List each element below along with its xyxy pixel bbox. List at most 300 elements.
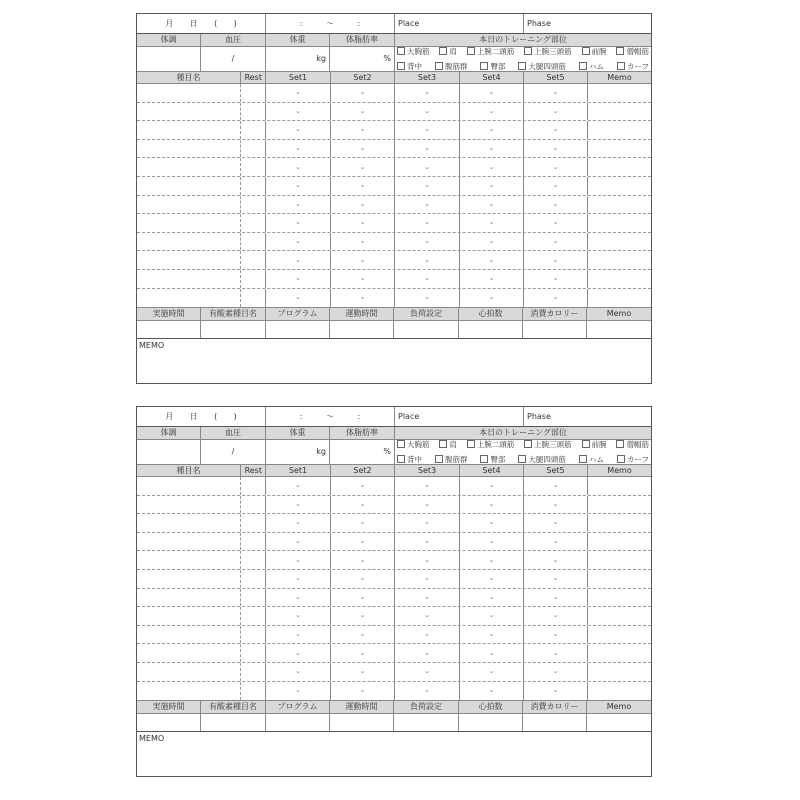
set-cell[interactable]: [331, 121, 395, 139]
rest-cell[interactable]: [241, 214, 266, 232]
chevron-down-icon[interactable]: ⌄: [552, 686, 559, 695]
memo-cell[interactable]: [588, 196, 651, 214]
chevron-down-icon[interactable]: ⌄: [424, 648, 430, 657]
checkbox-icon[interactable]: [616, 440, 624, 448]
set-cell[interactable]: [460, 570, 524, 588]
training-part-option[interactable]: [617, 454, 649, 465]
checkbox-icon[interactable]: [582, 47, 590, 55]
set-cell[interactable]: [395, 607, 460, 625]
set-cell[interactable]: [395, 103, 460, 121]
checkbox-icon[interactable]: [397, 62, 405, 70]
chevron-down-icon[interactable]: ⌄: [295, 537, 301, 546]
chevron-down-icon[interactable]: ⌄: [295, 218, 301, 227]
set-cell[interactable]: [460, 663, 524, 681]
set-cell[interactable]: [395, 682, 460, 701]
checkbox-icon[interactable]: [579, 62, 587, 70]
chevron-down-icon[interactable]: ⌄: [295, 144, 301, 153]
chevron-down-icon[interactable]: ⌄: [552, 106, 559, 115]
chevron-down-icon[interactable]: ⌄: [359, 274, 366, 283]
set-cell[interactable]: [266, 626, 331, 644]
exercise-name-cell[interactable]: [137, 626, 241, 644]
body-fat-input[interactable]: %: [383, 447, 391, 456]
date-field[interactable]: [137, 407, 266, 426]
chevron-down-icon[interactable]: ⌄: [359, 537, 366, 546]
set-cell[interactable]: [395, 196, 460, 214]
set-cell[interactable]: [395, 514, 460, 532]
chevron-down-icon[interactable]: ⌄: [552, 648, 559, 657]
checkbox-icon[interactable]: [579, 455, 587, 463]
memo-cell[interactable]: [588, 233, 651, 251]
set-cell[interactable]: [395, 84, 460, 102]
set-cell[interactable]: [266, 121, 331, 139]
chevron-down-icon[interactable]: ⌄: [488, 88, 495, 97]
chevron-down-icon[interactable]: ⌄: [552, 162, 559, 171]
set-cell[interactable]: [266, 607, 331, 625]
checkbox-icon[interactable]: [397, 455, 405, 463]
chevron-down-icon[interactable]: ⌄: [488, 555, 495, 564]
chevron-down-icon[interactable]: ⌄: [488, 518, 495, 527]
set-cell[interactable]: [266, 551, 331, 569]
memo-cell[interactable]: [588, 270, 651, 288]
weight-input[interactable]: kg: [266, 440, 330, 464]
exercise-name-cell[interactable]: [137, 233, 241, 251]
set-cell[interactable]: [331, 196, 395, 214]
training-part-option[interactable]: [518, 454, 566, 465]
exercise-name-cell[interactable]: [137, 289, 241, 308]
training-part-option[interactable]: [467, 439, 515, 450]
checkbox-icon[interactable]: [616, 47, 624, 55]
memo-cell[interactable]: [588, 289, 651, 308]
chevron-down-icon[interactable]: ⌄: [359, 144, 366, 153]
blood-pressure-input[interactable]: /: [201, 440, 266, 464]
chevron-down-icon[interactable]: ⌄: [424, 218, 430, 227]
memo-cell[interactable]: [588, 626, 651, 644]
memo-cell[interactable]: [588, 103, 651, 121]
set-cell[interactable]: [460, 103, 524, 121]
set-cell[interactable]: [331, 270, 395, 288]
chevron-down-icon[interactable]: ⌄: [488, 237, 495, 246]
set-cell[interactable]: [266, 196, 331, 214]
training-part-option[interactable]: [397, 454, 422, 465]
memo-cell[interactable]: [588, 251, 651, 269]
set-cell[interactable]: [266, 589, 331, 607]
set-cell[interactable]: [331, 514, 395, 532]
set-cell[interactable]: [460, 589, 524, 607]
cardio-input-cell[interactable]: [137, 321, 201, 338]
chevron-down-icon[interactable]: ⌄: [424, 162, 430, 171]
exercise-name-cell[interactable]: [137, 103, 241, 121]
set-cell[interactable]: [524, 514, 588, 532]
chevron-down-icon[interactable]: ⌄: [424, 518, 430, 527]
set-cell[interactable]: [460, 533, 524, 551]
chevron-down-icon[interactable]: ⌄: [295, 499, 301, 508]
set-cell[interactable]: [395, 289, 460, 308]
training-part-option[interactable]: [582, 46, 607, 57]
training-part-option[interactable]: [518, 61, 566, 72]
set-cell[interactable]: [331, 682, 395, 701]
chevron-down-icon[interactable]: ⌄: [295, 125, 301, 134]
rest-cell[interactable]: [241, 570, 266, 588]
chevron-down-icon[interactable]: ⌄: [359, 255, 366, 264]
chevron-down-icon[interactable]: ⌄: [295, 293, 301, 302]
checkbox-icon[interactable]: [617, 62, 625, 70]
training-part-option[interactable]: [617, 61, 649, 72]
set-cell[interactable]: [460, 626, 524, 644]
set-cell[interactable]: [395, 551, 460, 569]
set-cell[interactable]: [331, 496, 395, 514]
exercise-name-cell[interactable]: [137, 214, 241, 232]
checkbox-icon[interactable]: [467, 440, 475, 448]
cardio-input-cell[interactable]: [394, 321, 459, 338]
chevron-down-icon[interactable]: ⌄: [488, 181, 495, 190]
chevron-down-icon[interactable]: ⌄: [359, 592, 366, 601]
chevron-down-icon[interactable]: ⌄: [552, 518, 559, 527]
chevron-down-icon[interactable]: ⌄: [552, 499, 559, 508]
set-cell[interactable]: [266, 514, 331, 532]
chevron-down-icon[interactable]: ⌄: [359, 555, 366, 564]
set-cell[interactable]: [395, 251, 460, 269]
chevron-down-icon[interactable]: ⌄: [488, 199, 495, 208]
set-cell[interactable]: [460, 514, 524, 532]
set-cell[interactable]: [331, 289, 395, 308]
chevron-down-icon[interactable]: ⌄: [488, 611, 495, 620]
set-cell[interactable]: [395, 644, 460, 662]
rest-cell[interactable]: [241, 196, 266, 214]
memo-cell[interactable]: [588, 551, 651, 569]
chevron-down-icon[interactable]: ⌄: [359, 518, 366, 527]
chevron-down-icon[interactable]: ⌄: [552, 181, 559, 190]
cardio-input-cell[interactable]: [201, 714, 266, 731]
set-cell[interactable]: [331, 84, 395, 102]
set-cell[interactable]: [460, 477, 524, 495]
set-cell[interactable]: [524, 214, 588, 232]
exercise-name-cell[interactable]: [137, 663, 241, 681]
set-cell[interactable]: [524, 533, 588, 551]
chevron-down-icon[interactable]: ⌄: [359, 125, 366, 134]
training-part-option[interactable]: [435, 61, 468, 72]
chevron-down-icon[interactable]: ⌄: [424, 537, 430, 546]
set-cell[interactable]: [524, 103, 588, 121]
chevron-down-icon[interactable]: ⌄: [424, 574, 430, 583]
chevron-down-icon[interactable]: ⌄: [424, 555, 430, 564]
cardio-input-cell[interactable]: [266, 321, 330, 338]
chevron-down-icon[interactable]: ⌄: [424, 499, 430, 508]
chevron-down-icon[interactable]: ⌄: [552, 574, 559, 583]
training-part-option[interactable]: [435, 454, 468, 465]
training-part-option[interactable]: [397, 46, 430, 57]
chevron-down-icon[interactable]: ⌄: [295, 199, 301, 208]
memo-cell[interactable]: [588, 663, 651, 681]
chevron-down-icon[interactable]: ⌄: [295, 88, 301, 97]
chevron-down-icon[interactable]: ⌄: [488, 125, 495, 134]
checkbox-icon[interactable]: [435, 455, 443, 463]
chevron-down-icon[interactable]: ⌄: [424, 274, 430, 283]
set-cell[interactable]: [331, 158, 395, 176]
chevron-down-icon[interactable]: ⌄: [424, 592, 430, 601]
chevron-down-icon[interactable]: ⌄: [552, 630, 559, 639]
memo-cell[interactable]: [588, 496, 651, 514]
set-cell[interactable]: [524, 251, 588, 269]
checkbox-icon[interactable]: [397, 47, 405, 55]
training-part-option[interactable]: [616, 46, 649, 57]
set-cell[interactable]: [395, 270, 460, 288]
set-cell[interactable]: [395, 214, 460, 232]
checkbox-icon[interactable]: [524, 440, 532, 448]
exercise-name-cell[interactable]: [137, 140, 241, 158]
memo-cell[interactable]: [588, 570, 651, 588]
checkbox-icon[interactable]: [439, 47, 447, 55]
set-cell[interactable]: [524, 177, 588, 195]
rest-cell[interactable]: [241, 270, 266, 288]
set-cell[interactable]: [331, 626, 395, 644]
chevron-down-icon[interactable]: ⌄: [424, 611, 430, 620]
rest-cell[interactable]: [241, 177, 266, 195]
set-cell[interactable]: [331, 589, 395, 607]
memo-cell[interactable]: [588, 589, 651, 607]
training-part-option[interactable]: [524, 439, 572, 450]
chevron-down-icon[interactable]: ⌄: [295, 574, 301, 583]
set-cell[interactable]: [460, 121, 524, 139]
set-cell[interactable]: [460, 233, 524, 251]
cardio-input-cell[interactable]: [587, 714, 651, 731]
chevron-down-icon[interactable]: ⌄: [359, 499, 366, 508]
chevron-down-icon[interactable]: ⌄: [359, 648, 366, 657]
set-cell[interactable]: [395, 570, 460, 588]
exercise-name-cell[interactable]: [137, 496, 241, 514]
set-cell[interactable]: [331, 644, 395, 662]
chevron-down-icon[interactable]: ⌄: [552, 237, 559, 246]
cardio-input-cell[interactable]: [459, 714, 523, 731]
chevron-down-icon[interactable]: ⌄: [552, 611, 559, 620]
set-cell[interactable]: [460, 644, 524, 662]
set-cell[interactable]: [524, 84, 588, 102]
chevron-down-icon[interactable]: ⌄: [295, 592, 301, 601]
chevron-down-icon[interactable]: ⌄: [295, 106, 301, 115]
chevron-down-icon[interactable]: ⌄: [488, 574, 495, 583]
chevron-down-icon[interactable]: ⌄: [488, 162, 495, 171]
checkbox-icon[interactable]: [480, 62, 488, 70]
chevron-down-icon[interactable]: ⌄: [552, 144, 559, 153]
rest-cell[interactable]: [241, 289, 266, 308]
training-part-option[interactable]: [582, 439, 607, 450]
chevron-down-icon[interactable]: ⌄: [424, 125, 430, 134]
phase-field[interactable]: [524, 14, 651, 33]
set-cell[interactable]: [266, 251, 331, 269]
set-cell[interactable]: [524, 570, 588, 588]
chevron-down-icon[interactable]: ⌄: [359, 199, 366, 208]
set-cell[interactable]: [395, 177, 460, 195]
memo-area[interactable]: [137, 339, 651, 383]
chevron-down-icon[interactable]: ⌄: [424, 630, 430, 639]
training-part-option[interactable]: [439, 439, 457, 450]
chevron-down-icon[interactable]: ⌄: [295, 181, 301, 190]
chevron-down-icon[interactable]: ⌄: [488, 481, 495, 490]
set-cell[interactable]: [460, 214, 524, 232]
set-cell[interactable]: [395, 158, 460, 176]
exercise-name-cell[interactable]: [137, 570, 241, 588]
rest-cell[interactable]: [241, 644, 266, 662]
set-cell[interactable]: [266, 158, 331, 176]
exercise-name-cell[interactable]: [137, 607, 241, 625]
rest-cell[interactable]: [241, 121, 266, 139]
blood-pressure-input[interactable]: /: [201, 47, 266, 71]
memo-cell[interactable]: [588, 514, 651, 532]
rest-cell[interactable]: [241, 233, 266, 251]
set-cell[interactable]: [524, 644, 588, 662]
chevron-down-icon[interactable]: ⌄: [295, 237, 301, 246]
condition-input[interactable]: [137, 47, 201, 71]
chevron-down-icon[interactable]: ⌄: [552, 199, 559, 208]
set-cell[interactable]: [524, 158, 588, 176]
rest-cell[interactable]: [241, 533, 266, 551]
set-cell[interactable]: [266, 140, 331, 158]
exercise-name-cell[interactable]: [137, 84, 241, 102]
chevron-down-icon[interactable]: ⌄: [424, 255, 430, 264]
exercise-name-cell[interactable]: [137, 270, 241, 288]
chevron-down-icon[interactable]: ⌄: [295, 274, 301, 283]
chevron-down-icon[interactable]: ⌄: [488, 667, 495, 676]
checkbox-icon[interactable]: [582, 440, 590, 448]
training-part-option[interactable]: [439, 46, 457, 57]
chevron-down-icon[interactable]: ⌄: [424, 199, 430, 208]
set-cell[interactable]: [395, 533, 460, 551]
chevron-down-icon[interactable]: ⌄: [552, 537, 559, 546]
chevron-down-icon[interactable]: ⌄: [424, 686, 430, 695]
set-cell[interactable]: [524, 121, 588, 139]
chevron-down-icon[interactable]: ⌄: [552, 592, 559, 601]
rest-cell[interactable]: [241, 477, 266, 495]
set-cell[interactable]: [524, 270, 588, 288]
set-cell[interactable]: [395, 663, 460, 681]
checkbox-icon[interactable]: [617, 455, 625, 463]
set-cell[interactable]: [460, 140, 524, 158]
set-cell[interactable]: [331, 551, 395, 569]
rest-cell[interactable]: [241, 589, 266, 607]
rest-cell[interactable]: [241, 496, 266, 514]
rest-cell[interactable]: [241, 140, 266, 158]
set-cell[interactable]: [460, 84, 524, 102]
set-cell[interactable]: [331, 570, 395, 588]
time-field[interactable]: [266, 14, 395, 33]
chevron-down-icon[interactable]: ⌄: [488, 218, 495, 227]
cardio-input-cell[interactable]: [137, 714, 201, 731]
set-cell[interactable]: [266, 570, 331, 588]
chevron-down-icon[interactable]: ⌄: [295, 162, 301, 171]
set-cell[interactable]: [395, 626, 460, 644]
chevron-down-icon[interactable]: ⌄: [552, 481, 559, 490]
set-cell[interactable]: [524, 233, 588, 251]
training-part-option[interactable]: [467, 46, 515, 57]
training-part-option[interactable]: [480, 61, 505, 72]
chevron-down-icon[interactable]: ⌄: [488, 293, 495, 302]
chevron-down-icon[interactable]: ⌄: [359, 481, 366, 490]
body-fat-input[interactable]: %: [383, 54, 391, 63]
rest-cell[interactable]: [241, 84, 266, 102]
set-cell[interactable]: [331, 233, 395, 251]
set-cell[interactable]: [266, 496, 331, 514]
set-cell[interactable]: [524, 289, 588, 308]
set-cell[interactable]: [524, 551, 588, 569]
chevron-down-icon[interactable]: ⌄: [359, 106, 366, 115]
memo-cell[interactable]: [588, 177, 651, 195]
set-cell[interactable]: [266, 682, 331, 701]
phase-field[interactable]: [524, 407, 651, 426]
set-cell[interactable]: [524, 682, 588, 701]
set-cell[interactable]: [524, 477, 588, 495]
chevron-down-icon[interactable]: ⌄: [488, 255, 495, 264]
set-cell[interactable]: [266, 103, 331, 121]
exercise-name-cell[interactable]: [137, 551, 241, 569]
chevron-down-icon[interactable]: ⌄: [359, 293, 366, 302]
training-part-option[interactable]: [397, 439, 430, 450]
memo-cell[interactable]: [588, 214, 651, 232]
rest-cell[interactable]: [241, 514, 266, 532]
cardio-input-cell[interactable]: [459, 321, 523, 338]
chevron-down-icon[interactable]: ⌄: [424, 106, 430, 115]
checkbox-icon[interactable]: [518, 455, 526, 463]
cardio-input-cell[interactable]: [523, 321, 587, 338]
set-cell[interactable]: [460, 196, 524, 214]
chevron-down-icon[interactable]: ⌄: [359, 630, 366, 639]
set-cell[interactable]: [395, 121, 460, 139]
chevron-down-icon[interactable]: ⌄: [295, 255, 301, 264]
chevron-down-icon[interactable]: ⌄: [359, 686, 366, 695]
exercise-name-cell[interactable]: [137, 177, 241, 195]
chevron-down-icon[interactable]: ⌄: [295, 481, 301, 490]
chevron-down-icon[interactable]: ⌄: [488, 144, 495, 153]
set-cell[interactable]: [395, 477, 460, 495]
training-part-option[interactable]: [616, 439, 649, 450]
set-cell[interactable]: [266, 214, 331, 232]
exercise-name-cell[interactable]: [137, 121, 241, 139]
memo-cell[interactable]: [588, 121, 651, 139]
training-part-option[interactable]: [524, 46, 572, 57]
set-cell[interactable]: [331, 251, 395, 269]
training-part-option[interactable]: [480, 454, 505, 465]
chevron-down-icon[interactable]: ⌄: [488, 537, 495, 546]
set-cell[interactable]: [266, 477, 331, 495]
exercise-name-cell[interactable]: [137, 251, 241, 269]
cardio-input-cell[interactable]: [330, 321, 394, 338]
set-cell[interactable]: [395, 589, 460, 607]
rest-cell[interactable]: [241, 663, 266, 681]
chevron-down-icon[interactable]: ⌄: [488, 274, 495, 283]
chevron-down-icon[interactable]: ⌄: [295, 686, 301, 695]
set-cell[interactable]: [395, 496, 460, 514]
time-field[interactable]: [266, 407, 395, 426]
set-cell[interactable]: [331, 533, 395, 551]
set-cell[interactable]: [266, 533, 331, 551]
set-cell[interactable]: [460, 270, 524, 288]
set-cell[interactable]: [524, 589, 588, 607]
exercise-name-cell[interactable]: [137, 477, 241, 495]
memo-area[interactable]: [137, 732, 651, 776]
chevron-down-icon[interactable]: ⌄: [359, 88, 366, 97]
chevron-down-icon[interactable]: ⌄: [359, 667, 366, 676]
chevron-down-icon[interactable]: ⌄: [488, 648, 495, 657]
chevron-down-icon[interactable]: ⌄: [488, 106, 495, 115]
rest-cell[interactable]: [241, 551, 266, 569]
set-cell[interactable]: [331, 177, 395, 195]
chevron-down-icon[interactable]: ⌄: [359, 181, 366, 190]
chevron-down-icon[interactable]: ⌄: [552, 555, 559, 564]
set-cell[interactable]: [395, 140, 460, 158]
place-field[interactable]: [395, 14, 524, 33]
set-cell[interactable]: [331, 214, 395, 232]
checkbox-icon[interactable]: [439, 440, 447, 448]
checkbox-icon[interactable]: [397, 440, 405, 448]
chevron-down-icon[interactable]: ⌄: [552, 125, 559, 134]
